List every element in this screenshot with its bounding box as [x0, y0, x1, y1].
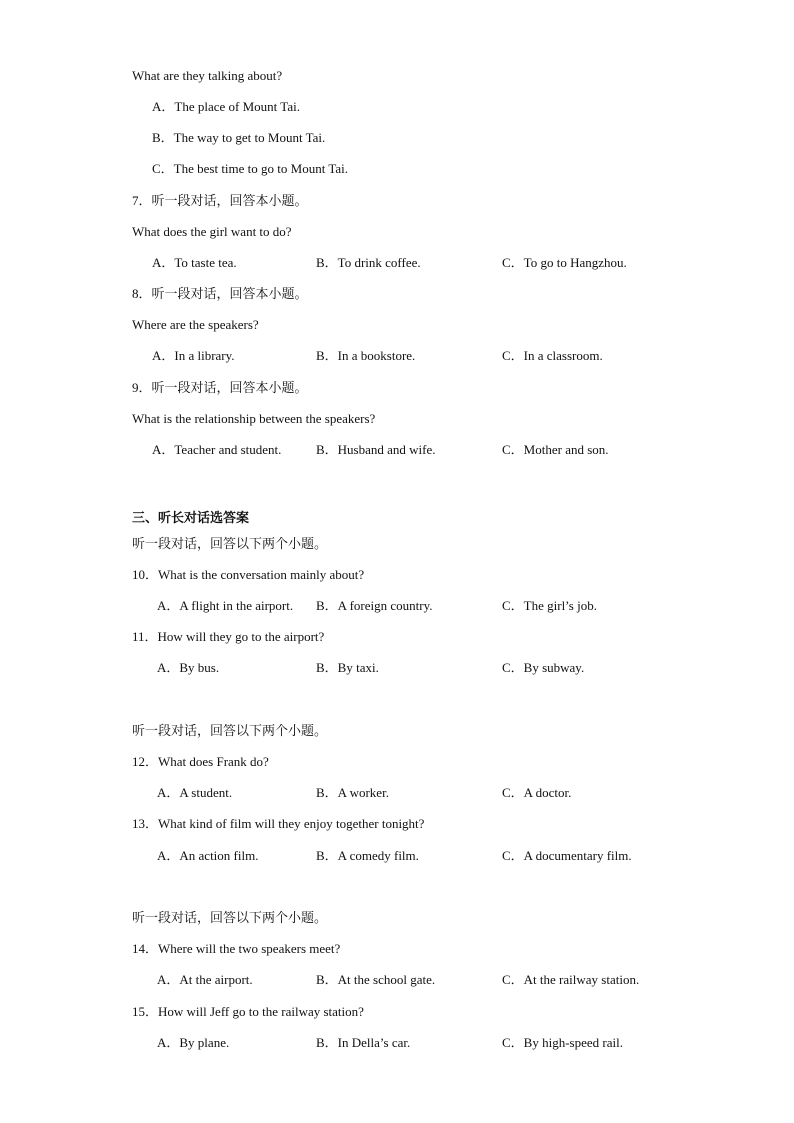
q14-option-c[interactable]: C．At the railway station. [502, 972, 640, 987]
q14-option-a[interactable]: A．At the airport. [157, 972, 253, 987]
q13-question: 13．What kind of film will they enjoy together tonight? [132, 816, 425, 831]
q11-question: 11．How will they go to the airport? [132, 629, 325, 644]
q15-option-a[interactable]: A．By plane. [157, 1035, 230, 1050]
q15-option-b[interactable]: B．In Della’s car. [316, 1035, 411, 1050]
q9-option-b[interactable]: B．Husband and wife. [316, 442, 436, 457]
q11-option-a[interactable]: A．By bus. [157, 660, 220, 675]
q7-instruction: 7．听一段对话，回答本小题。 [132, 193, 308, 208]
group3-instruction: 听一段对话，回答以下两个小题。 [132, 910, 328, 925]
section-heading: 三、听长对话选答案 [132, 510, 250, 525]
q14-option-b[interactable]: B．At the school gate. [316, 972, 436, 987]
q9-option-a[interactable]: A．Teacher and student. [152, 442, 282, 457]
q10-question: 10．What is the conversation mainly about? [132, 567, 365, 582]
q12-option-b[interactable]: B．A worker. [316, 785, 389, 800]
q12-option-a[interactable]: A．A student. [157, 785, 233, 800]
q6-question: What are they talking about? [132, 68, 283, 83]
q13-option-b[interactable]: B．A comedy film. [316, 848, 419, 863]
q9-option-c[interactable]: C．Mother and son. [502, 442, 609, 457]
q14-question: 14．Where will the two speakers meet? [132, 941, 341, 956]
q8-option-a[interactable]: A．In a library. [152, 348, 235, 363]
group2-instruction: 听一段对话，回答以下两个小题。 [132, 723, 328, 738]
q7-option-c[interactable]: C．To go to Hangzhou. [502, 255, 627, 270]
q6-option-b[interactable]: B．The way to get to Mount Tai. [152, 130, 326, 145]
q11-option-c[interactable]: C．By subway. [502, 660, 585, 675]
q7-option-b[interactable]: B．To drink coffee. [316, 255, 421, 270]
q15-question: 15．How will Jeff go to the railway station? [132, 1004, 364, 1019]
q7-option-a[interactable]: A．To taste tea. [152, 255, 237, 270]
q8-option-b[interactable]: B．In a bookstore. [316, 348, 416, 363]
q12-option-c[interactable]: C．A doctor. [502, 785, 572, 800]
q8-option-c[interactable]: C．In a classroom. [502, 348, 603, 363]
q15-option-c[interactable]: C．By high-speed rail. [502, 1035, 623, 1050]
q11-option-b[interactable]: B．By taxi. [316, 660, 379, 675]
q13-option-c[interactable]: C．A documentary film. [502, 848, 632, 863]
q9-instruction: 9．听一段对话，回答本小题。 [132, 380, 308, 395]
q12-question: 12．What does Frank do? [132, 754, 269, 769]
q13-option-a[interactable]: A．An action film. [157, 848, 259, 863]
q8-question: Where are the speakers? [132, 317, 259, 332]
group1-instruction: 听一段对话，回答以下两个小题。 [132, 536, 328, 551]
q7-question: What does the girl want to do? [132, 224, 292, 239]
q10-option-b[interactable]: B．A foreign country. [316, 598, 433, 613]
q10-option-a[interactable]: A．A flight in the airport. [157, 598, 294, 613]
q8-instruction: 8．听一段对话，回答本小题。 [132, 286, 308, 301]
q10-option-c[interactable]: C．The girl’s job. [502, 598, 597, 613]
q6-option-a[interactable]: A．The place of Mount Tai. [152, 99, 300, 114]
q6-option-c[interactable]: C．The best time to go to Mount Tai. [152, 161, 349, 176]
q9-question: What is the relationship between the speakers? [132, 411, 376, 426]
